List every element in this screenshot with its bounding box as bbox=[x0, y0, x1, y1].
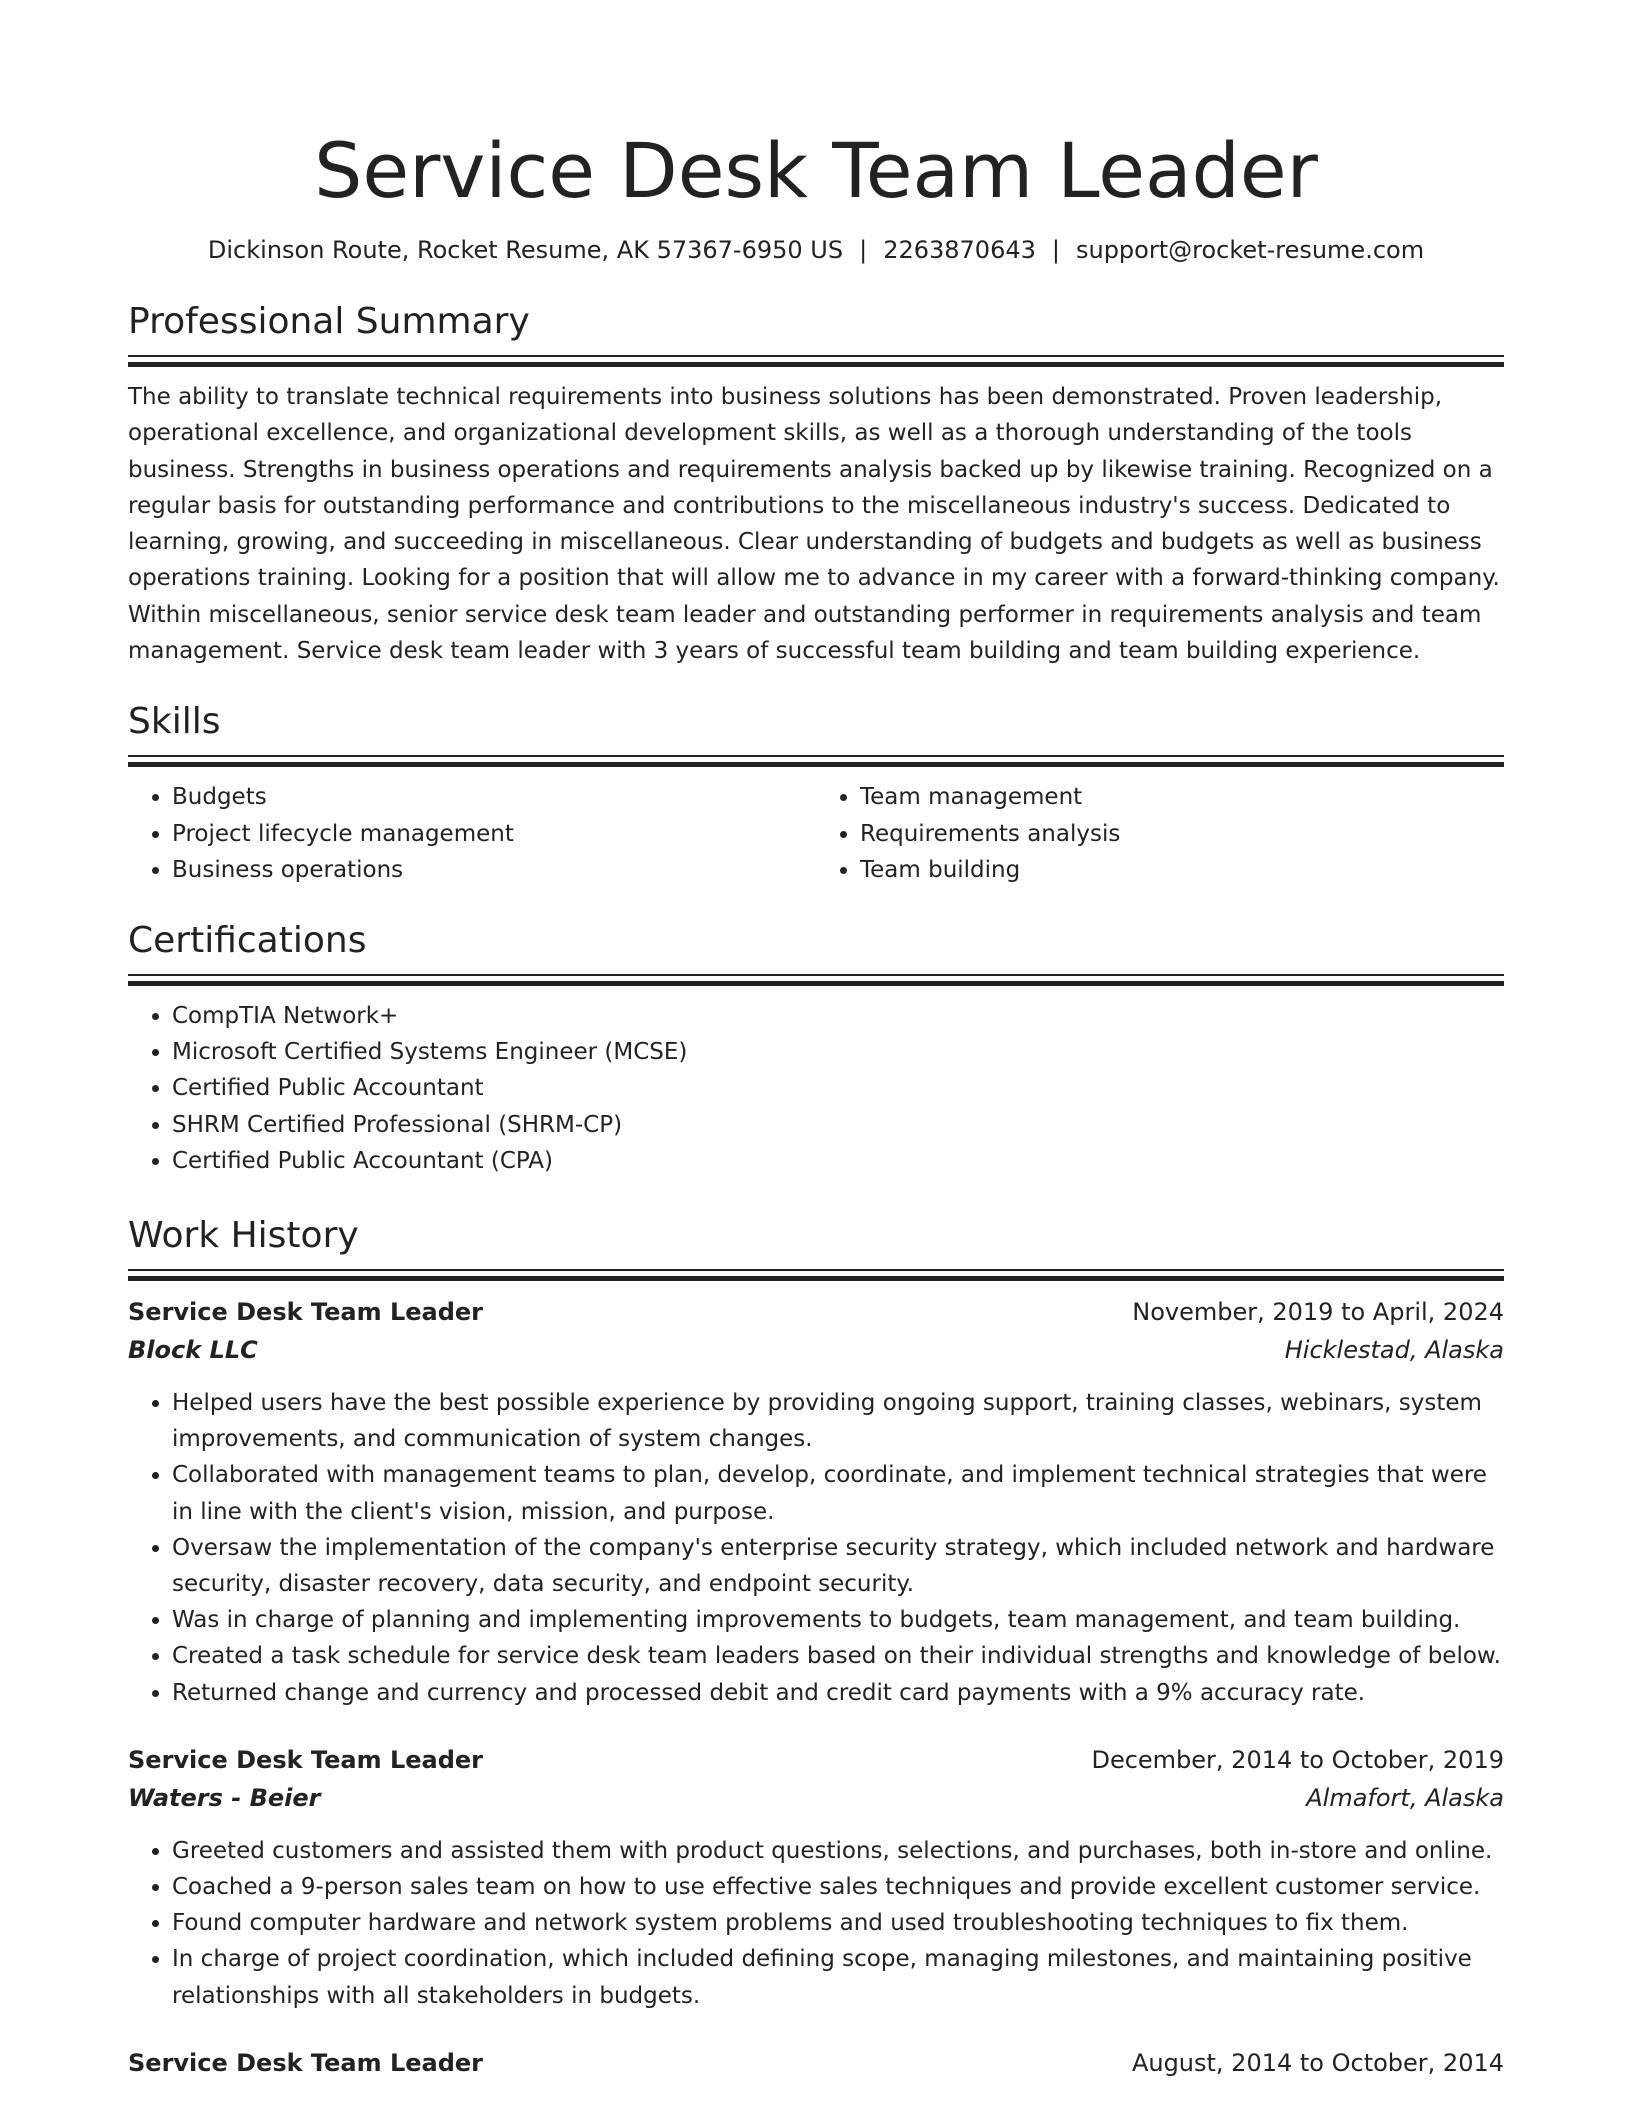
skills-list-right bbox=[816, 779, 1504, 888]
job-bullet: • Created a task schedule for service desk team leaders based on their individual strengths and knowledge of below. bbox=[172, 1638, 1504, 1674]
contact-line bbox=[128, 233, 1504, 267]
summary-section bbox=[128, 297, 1504, 669]
skill-item: • Project lifecycle management bbox=[172, 816, 816, 852]
job-bullet: • Greeted customers and assisted them with product questions, selections, and purchases, both in-store and online. bbox=[172, 1833, 1504, 1869]
job-bullets bbox=[128, 1385, 1504, 1711]
job-title: Service Desk Team Leader bbox=[128, 2048, 484, 2077]
section-title-work-history: Work History bbox=[128, 1215, 359, 1256]
certification-item: • Certified Public Accountant bbox=[172, 1070, 1504, 1106]
job-bullets bbox=[128, 1833, 1504, 2014]
skill-item: • Budgets bbox=[172, 779, 816, 815]
section-divider bbox=[128, 974, 1504, 986]
certification-item: • CompTIA Network+ bbox=[172, 998, 1504, 1034]
job-header bbox=[128, 1741, 1504, 1779]
contact-separator: | bbox=[1051, 236, 1060, 264]
job-bullet: • Returned change and currency and processed debit and credit card payments with a 9% accuracy rate. bbox=[172, 1675, 1504, 1711]
job-header bbox=[128, 1293, 1504, 1331]
job-entry bbox=[128, 1293, 1504, 1711]
job-location: Almafort, Alaska bbox=[1306, 1783, 1504, 1812]
certification-item: • Certified Public Accountant (CPA) bbox=[172, 1143, 1504, 1179]
job-company: Waters - Beier bbox=[128, 1783, 321, 1812]
contact-separator: | bbox=[859, 236, 868, 264]
section-title-summary: Professional Summary bbox=[128, 301, 530, 342]
job-bullet: • Coached a 9-person sales team on how to use effective sales techniques and provide excellent customer service. bbox=[172, 1869, 1504, 1905]
section-divider bbox=[128, 355, 1504, 367]
certifications-list bbox=[128, 998, 1504, 1179]
contact-address: Dickinson Route, Rocket Resume, AK 57367-6950 US bbox=[207, 236, 844, 264]
section-divider bbox=[128, 1269, 1504, 1281]
skills-list-left bbox=[128, 779, 816, 888]
job-subheader bbox=[128, 1331, 1504, 1369]
section-title-certifications: Certifications bbox=[128, 919, 367, 961]
contact-phone: 2263870643 bbox=[883, 236, 1036, 264]
skill-item: • Team building bbox=[860, 852, 1504, 888]
skill-item: • Requirements analysis bbox=[860, 816, 1504, 852]
resume-page bbox=[128, 0, 1504, 2082]
job-entry bbox=[128, 1741, 1504, 2014]
skill-item: • Team management bbox=[860, 779, 1504, 815]
job-bullet: • Was in charge of planning and implementing improvements to budgets, team management, and team building. bbox=[172, 1602, 1504, 1638]
job-bullet: • Collaborated with management teams to plan, develop, coordinate, and implement technical strategies that were in line with the client's vision, mission, and purpose. bbox=[172, 1457, 1504, 1529]
skill-item: • Business operations bbox=[172, 852, 816, 888]
job-bullet: • Found computer hardware and network system problems and used troubleshooting techniques to fix them. bbox=[172, 1905, 1504, 1941]
skills-section bbox=[128, 697, 1504, 888]
contact-email: support@rocket-resume.com bbox=[1075, 236, 1425, 264]
job-location: Hicklestad, Alaska bbox=[1284, 1336, 1504, 1364]
job-dates: November, 2019 to April, 2024 bbox=[1132, 1298, 1504, 1326]
certification-item: • SHRM Certified Professional (SHRM-CP) bbox=[172, 1107, 1504, 1143]
job-title: Service Desk Team Leader bbox=[128, 1745, 484, 1774]
job-header bbox=[128, 2044, 1504, 2082]
section-title-skills: Skills bbox=[128, 701, 221, 743]
candidate-name: Service Desk Team Leader bbox=[314, 126, 1318, 215]
skills-grid bbox=[128, 779, 1504, 888]
job-dates: December, 2014 to October, 2019 bbox=[1091, 1745, 1504, 1774]
certification-item: • Microsoft Certified Systems Engineer (MCSE) bbox=[172, 1034, 1504, 1070]
job-subheader bbox=[128, 1779, 1504, 1817]
job-company: Block LLC bbox=[128, 1336, 258, 1364]
work-history-section bbox=[128, 1211, 1504, 2082]
section-divider bbox=[128, 755, 1504, 767]
job-dates: August, 2014 to October, 2014 bbox=[1131, 2048, 1504, 2077]
job-bullet: • In charge of project coordination, which included defining scope, managing milestones, and maintaining positive relationships with all stakeholders in budgets. bbox=[172, 1941, 1504, 2013]
job-bullet: • Oversaw the implementation of the company's enterprise security strategy, which included network and hardware security, disaster recovery, data security, and endpoint security. bbox=[172, 1530, 1504, 1602]
certifications-section bbox=[128, 916, 1504, 1179]
job-title: Service Desk Team Leader bbox=[128, 1298, 484, 1326]
job-entry bbox=[128, 2044, 1504, 2082]
job-bullet: • Helped users have the best possible experience by providing ongoing support, training classes, webinars, system improvements, and communication of system changes. bbox=[172, 1385, 1504, 1457]
summary-text: The ability to translate technical requirements into business solutions has been demonstrated. Proven leadership, operational excellence, and organizational development skills, as well as a thorough understanding of the tools business. Strengths in business operations and requirements analysis backed up by likewise training. Recognized on a regular basis for outstanding performance and contributions to the miscellaneous industry's success. Dedicated to learning, growing, and succeeding in miscellaneous. Clear understanding of budgets and budgets as well as business operations training. Looking for a position that will allow me to advance in my career with a forward-thinking company. Within miscellaneous, senior service desk team leader and outstanding performer in requirements analysis and team management. Service desk team leader with 3 years of successful team building and team building experience. bbox=[128, 384, 1500, 665]
